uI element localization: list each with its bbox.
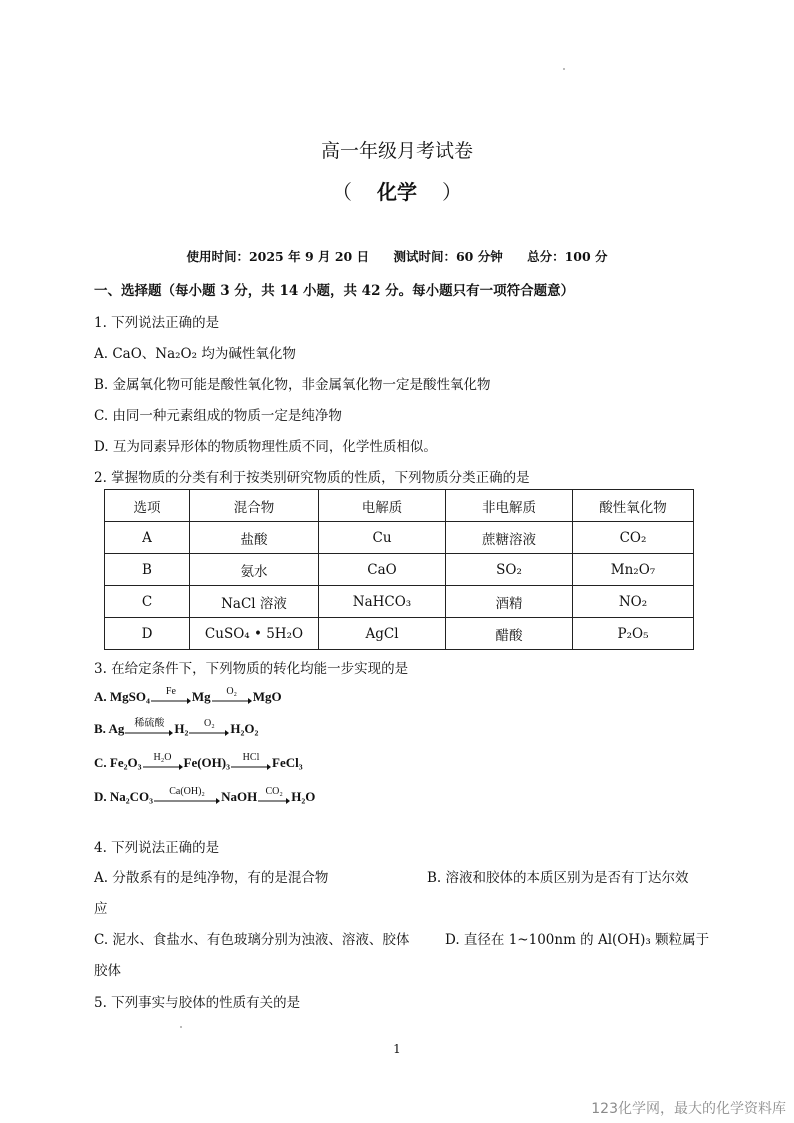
exam-title: 高一年级月考试卷 [320,140,473,162]
reaction-arrow [151,686,191,705]
table-cell: D [105,618,190,650]
arrow-reagent: Fe [165,686,176,697]
arrow-reagent: 稀硫酸 [134,718,165,729]
question-4-option-d: D. 直径在 1~100nm 的 Al(OH)₃ 颗粒属于 [445,932,710,948]
question-4-option-b: B. 溶液和胶体的本质区别为是否有丁达尔效 [427,870,689,886]
arrow-icon [143,763,183,771]
arrow-reagent: Ca(OH)₂ [169,786,205,797]
question-1-option-d: D. 互为同素异形体的物质物理性质不同，化学性质相似。 [94,439,437,455]
question-3-option-b [94,718,258,737]
table-header-cell: 电解质 [319,490,446,522]
reaction-intermediate: Fe(OH)₃ [183,755,231,770]
subject-open-paren: （ [332,180,353,204]
scan-dot [563,68,565,70]
question-3-option-a [94,686,282,705]
question-3-option-d [94,786,315,805]
reaction-start: A. MgSO₄ [94,689,150,704]
table-cell: 酒精 [446,586,573,618]
table-header-cell: 混合物 [190,490,319,522]
reaction-intermediate: NaOH [221,789,258,804]
table-cell: A [105,522,190,554]
table-cell: 蔗糖溶液 [446,522,573,554]
question-1-option-a: A. CaO、Na₂O₂ 均为碱性氧化物 [94,346,296,362]
question-1-option-b: B. 金属氧化物可能是酸性氧化物，非金属氧化物一定是酸性氧化物 [94,377,491,393]
arrow-reagent: CO₂ [265,786,283,797]
question-4-stem: 4. 下列说法正确的是 [94,840,220,856]
section-heading: 一、选择题（每小题 3 分，共 14 小题，共 42 分。每小题只有一项符合题意） [94,283,575,299]
arrow-icon [125,729,173,737]
reaction-intermediate: H₂ [174,721,189,736]
scan-dot [180,1026,182,1028]
exam-date: 使用时间：2025 年 9 月 20 日 [186,249,370,264]
table-cell: 醋酸 [446,618,573,650]
table-cell: 盐酸 [190,522,319,554]
question-4-option-d-continued: 胶体 [94,963,121,979]
reaction-start: B. Ag [94,721,125,736]
table-cell: CuSO₄ • 5H₂O [190,618,319,650]
arrow-reagent: H₂O [153,752,172,763]
exam-duration: 测试时间：60 分钟 [393,249,503,264]
question-5-stem: 5. 下列事实与胶体的性质有关的是 [94,995,301,1011]
arrow-icon [258,797,290,805]
table-cell: NO₂ [573,586,694,618]
question-3-option-c [94,752,303,771]
subject-close-paren: ） [441,180,462,204]
page-number: 1 [393,1042,401,1056]
question-4-option-a: A. 分散系有的是纯净物，有的是混合物 [94,870,329,886]
table-cell: B [105,554,190,586]
question-4-option-c: C. 泥水、食盐水、有色玻璃分别为浊液、溶液、胶体 [94,932,410,948]
arrow-icon [189,729,229,737]
reaction-product: MgO [252,689,282,704]
table-header-cell: 非电解质 [446,490,573,522]
table-row [105,618,694,650]
question-1-option-c: C. 由同一种元素组成的物质一定是纯净物 [94,408,342,424]
table-header-cell: 选项 [105,490,190,522]
arrow-reagent: O₂ [226,686,238,697]
classification-table [104,489,694,650]
arrow-icon [154,797,220,805]
question-4-option-b-continued: 应 [94,901,108,917]
table-row [105,554,694,586]
table-cell: Mn₂O₇ [573,554,694,586]
table-cell: 氨水 [190,554,319,586]
table-row [105,586,694,618]
reaction-arrow [212,686,252,705]
arrow-icon [231,763,271,771]
reaction-arrow [258,786,290,805]
arrow-reagent: HCl [242,752,260,763]
exam-subject [0,176,794,205]
table-cell: CaO [319,554,446,586]
reaction-product: FeCl₃ [272,755,303,770]
exam-info-line [0,247,794,265]
table-row [105,522,694,554]
table-cell: AgCl [319,618,446,650]
reaction-arrow [143,752,183,771]
arrow-icon [212,697,252,705]
reaction-arrow [189,718,229,737]
question-3-stem: 3. 在给定条件下，下列物质的转化均能一步实现的是 [94,661,409,677]
reaction-start: C. Fe₂O₃ [94,755,142,770]
question-2-stem: 2. 掌握物质的分类有利于按类别研究物质的性质，下列物质分类正确的是 [94,470,530,486]
question-1-stem: 1. 下列说法正确的是 [94,315,220,331]
arrow-icon [151,697,191,705]
reaction-arrow [125,718,173,737]
arrow-reagent: O₂ [204,718,215,729]
reaction-intermediate: Mg [191,689,211,704]
table-cell: SO₂ [446,554,573,586]
table-cell: Cu [319,522,446,554]
table-cell: CO₂ [573,522,694,554]
reaction-arrow [154,786,220,805]
reaction-product: H₂O₂ [230,721,259,736]
table-header-cell: 酸性氧化物 [573,490,694,522]
table-cell: C [105,586,190,618]
table-cell: NaCl 溶液 [190,586,319,618]
table-cell: P₂O₅ [573,618,694,650]
exam-total-score: 总分：100 分 [527,249,608,264]
table-header-row [105,490,694,522]
reaction-arrow [231,752,271,771]
subject-name: 化学 [377,180,417,204]
reaction-product: H₂O [291,789,316,804]
reaction-start: D. Na₂CO₃ [94,789,154,804]
watermark-text: 123化学网，最大的化学资料库 [591,1101,786,1117]
table-cell: NaHCO₃ [319,586,446,618]
